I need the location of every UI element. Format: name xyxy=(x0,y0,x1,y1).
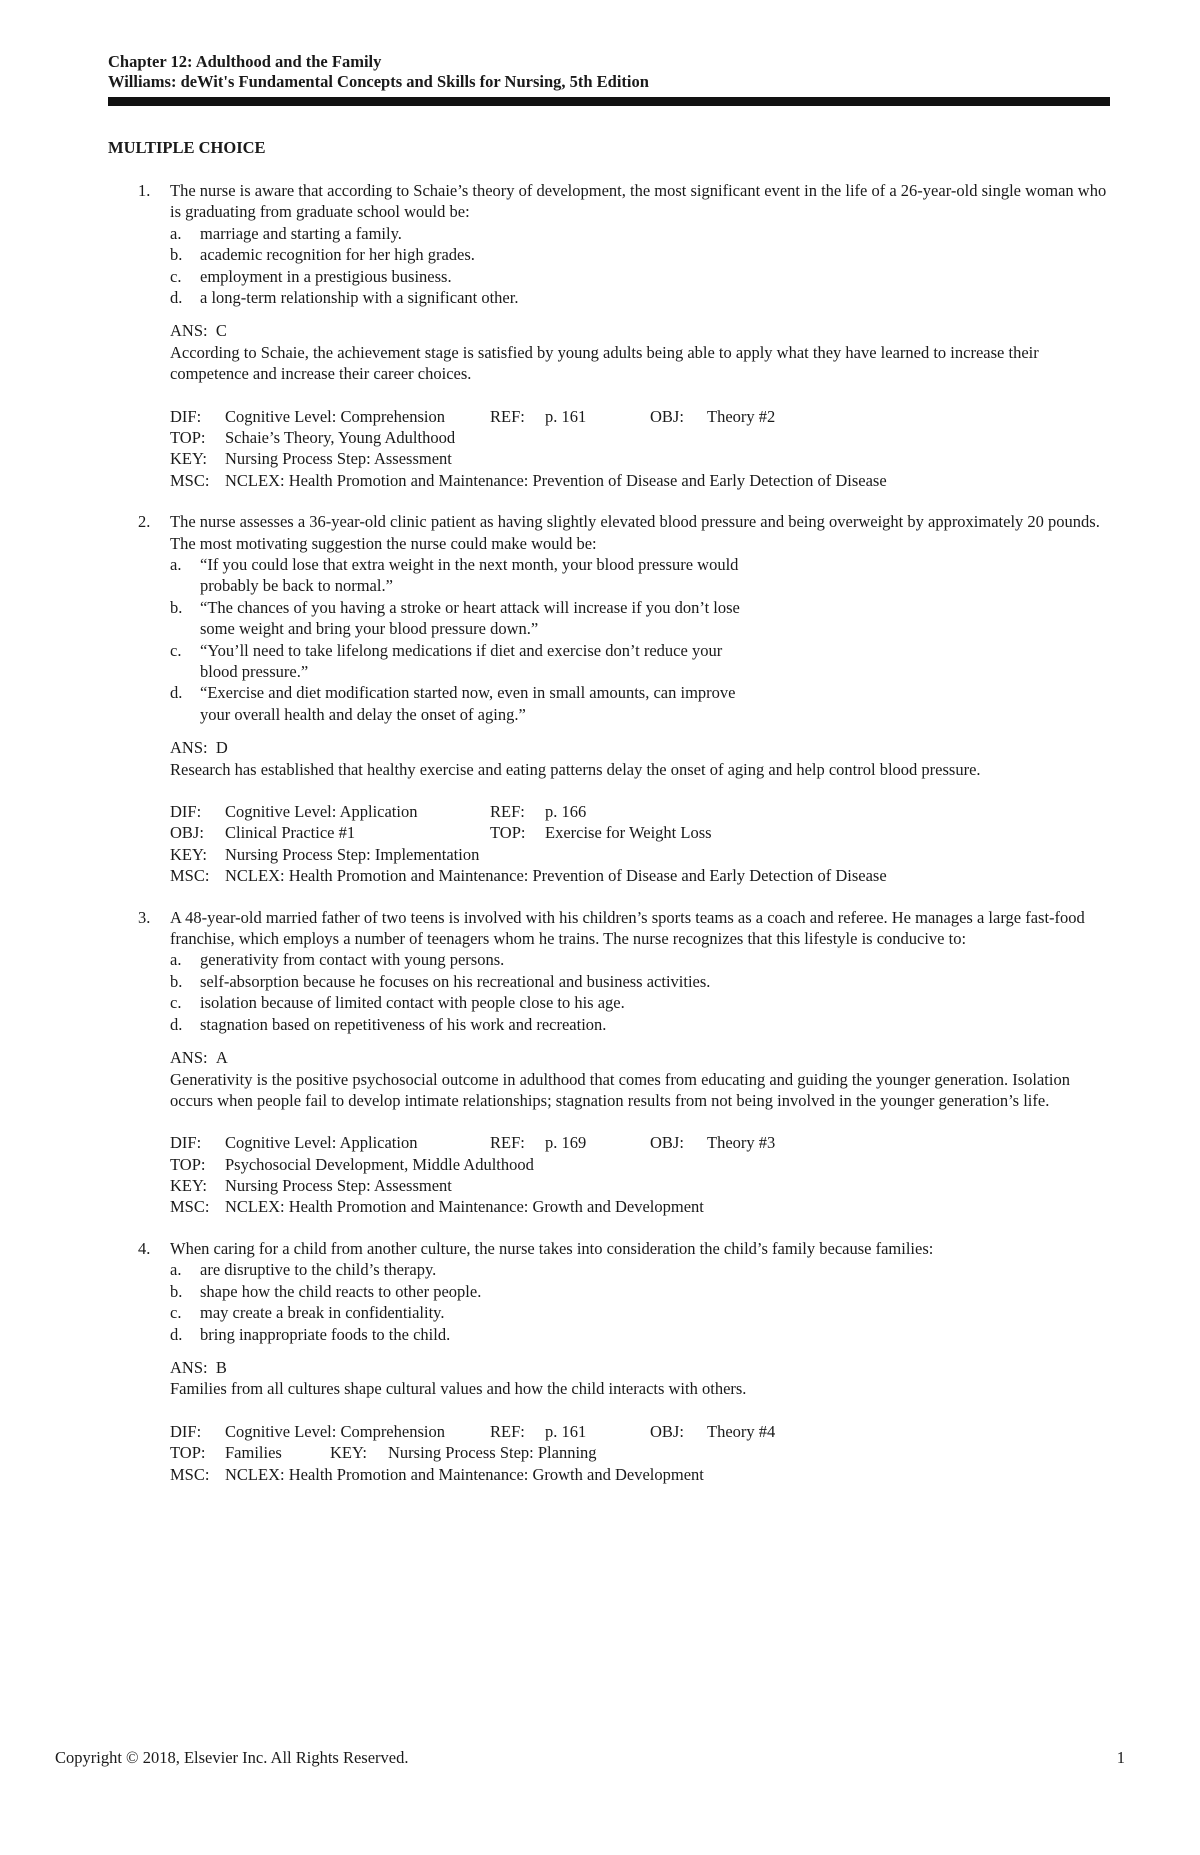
option-letter: d. xyxy=(170,1014,183,1034)
option-letter: d. xyxy=(170,1324,183,1344)
option-c xyxy=(170,266,1113,287)
dif-value: Cognitive Level: Comprehension xyxy=(225,1421,445,1441)
ref-value: p. 169 xyxy=(545,1133,587,1153)
option-text: are disruptive to the child’s therapy. xyxy=(200,1260,437,1280)
option-text-line-1: “The chances of you having a stroke or heart attack will increase if you don’t lose xyxy=(200,597,740,617)
option-d xyxy=(170,1324,1113,1345)
dif-value: Cognitive Level: Comprehension xyxy=(225,406,445,426)
msc-value: NCLEX: Health Promotion and Maintenance: Prevention of Disease and Early Detection of Disease xyxy=(225,470,887,490)
key-value: Nursing Process Step: Implementation xyxy=(225,844,480,864)
option-text-line-2: your overall health and delay the onset of aging.” xyxy=(200,704,526,724)
rationale: Research has established that healthy exercise and eating patterns delay the onset of aging and help control blood pressure. xyxy=(170,759,981,779)
option-letter: d. xyxy=(170,288,183,308)
answer-block xyxy=(170,1047,1113,1111)
option-text-line-1: “If you could lose that extra weight in the next month, your blood pressure would xyxy=(200,555,739,575)
header-divider xyxy=(108,97,1110,106)
ref-label: REF: xyxy=(490,802,525,822)
dif-label: DIF: xyxy=(170,802,202,822)
question-number: 2. xyxy=(138,512,151,532)
copyright-notice: Copyright © 2018, Elsevier Inc. All Rights Reserved. xyxy=(55,1748,409,1767)
answer-options xyxy=(170,949,1113,1035)
option-a xyxy=(170,554,1113,597)
top-value: Schaie’s Theory, Young Adulthood xyxy=(225,428,456,448)
obj-value: Theory #2 xyxy=(707,406,776,426)
option-letter: b. xyxy=(170,1281,183,1301)
option-text-line-2: probably be back to normal.” xyxy=(200,576,393,596)
option-letter: c. xyxy=(170,266,182,286)
top-label: TOP: xyxy=(170,428,206,448)
option-text-line-1: “Exercise and diet modification started now, even in small amounts, can improve xyxy=(200,683,736,703)
option-b xyxy=(170,971,1113,992)
question-metadata xyxy=(170,1132,1113,1218)
msc-value: NCLEX: Health Promotion and Maintenance: Growth and Development xyxy=(225,1197,704,1217)
top-value: Families xyxy=(225,1443,282,1463)
option-text: generativity from contact with young persons. xyxy=(200,950,505,970)
option-text: employment in a prestigious business. xyxy=(200,266,452,286)
answer-label: ANS: xyxy=(170,321,208,341)
obj-label: OBJ: xyxy=(650,1133,684,1153)
option-letter: b. xyxy=(170,597,183,617)
rationale: Generativity is the positive psychosocial outcome in adulthood that comes from educating and guiding the younger generation. Isolation occurs when people fail to develop intimate relationships; stagnation results from not being involved in the younger generation’s life. xyxy=(170,1069,1070,1110)
option-letter: a. xyxy=(170,555,182,575)
obj-value: Theory #3 xyxy=(707,1133,776,1153)
rationale: According to Schaie, the achievement stage is satisfied by young adults being able to apply what they have learned to increase their competence and increase their career choices. xyxy=(170,342,1039,384)
section-title: MULTIPLE CHOICE xyxy=(108,138,266,157)
option-letter: c. xyxy=(170,993,182,1013)
question-stem: When caring for a child from another culture, the nurse takes into consideration the child’s family because families: xyxy=(170,1238,934,1258)
key-value: Nursing Process Step: Assessment xyxy=(225,1176,452,1196)
dif-label: DIF: xyxy=(170,1133,202,1153)
answer-options xyxy=(170,1259,1113,1345)
answer-label: ANS: xyxy=(170,1048,208,1068)
key-label: KEY: xyxy=(330,1443,367,1463)
answer-value: A xyxy=(215,1048,228,1068)
option-text: bring inappropriate foods to the child. xyxy=(200,1324,451,1344)
ref-value: p. 161 xyxy=(545,1421,587,1441)
question-metadata xyxy=(170,1421,1113,1485)
question-stem: The nurse assesses a 36-year-old clinic patient as having slightly elevated blood pressure and being overweight by approximately 20 pounds. The most motivating suggestion the nurse could make would be: xyxy=(170,512,1100,553)
option-letter: b. xyxy=(170,245,183,265)
option-d xyxy=(170,287,1113,308)
question-stem: The nurse is aware that according to Schaie’s theory of development, the most significant event in the life of a 26-year-old single woman who is graduating from graduate school would be: xyxy=(170,181,1107,222)
answer-line xyxy=(170,1357,1113,1378)
option-text: academic recognition for her high grades. xyxy=(200,245,475,265)
answer-line xyxy=(170,737,1113,758)
question-2 xyxy=(108,511,1113,886)
option-text: may create a break in confidentiality. xyxy=(200,1303,445,1323)
question-4 xyxy=(108,1238,1113,1485)
obj-label: OBJ: xyxy=(170,823,204,843)
option-b xyxy=(170,597,1113,640)
ref-value: p. 166 xyxy=(545,802,587,822)
dif-label: DIF: xyxy=(170,1421,202,1441)
answer-block xyxy=(170,737,1113,780)
ref-value: p. 161 xyxy=(545,406,587,426)
top-value: Psychosocial Development, Middle Adulthood xyxy=(225,1154,534,1174)
option-d xyxy=(170,1014,1113,1035)
option-text-line-1: “You’ll need to take lifelong medications if diet and exercise don’t reduce your xyxy=(200,640,723,660)
option-text: shape how the child reacts to other people. xyxy=(200,1281,482,1301)
question-number: 4. xyxy=(138,1238,151,1258)
option-a xyxy=(170,949,1113,970)
option-letter: a. xyxy=(170,223,182,243)
option-a xyxy=(170,1259,1113,1280)
chapter-title: Chapter 12: Adulthood and the Family xyxy=(108,52,382,71)
msc-label: MSC: xyxy=(170,1464,210,1484)
key-value: Nursing Process Step: Planning xyxy=(388,1443,597,1463)
dif-value: Cognitive Level: Application xyxy=(225,802,418,822)
answer-options xyxy=(170,554,1113,725)
key-label: KEY: xyxy=(170,1176,207,1196)
question-number: 1. xyxy=(138,181,151,200)
obj-value: Clinical Practice #1 xyxy=(225,823,356,843)
answer-block xyxy=(170,1357,1113,1400)
book-title: Williams: deWit's Fundamental Concepts and Skills for Nursing, 5th Edition xyxy=(108,72,649,91)
ref-label: REF: xyxy=(490,406,525,426)
answer-value: B xyxy=(215,1357,227,1377)
top-label: TOP: xyxy=(490,823,526,843)
option-a xyxy=(170,223,1113,244)
key-label: KEY: xyxy=(170,844,207,864)
option-letter: b. xyxy=(170,971,183,991)
msc-value: NCLEX: Health Promotion and Maintenance: Growth and Development xyxy=(225,1464,704,1484)
option-letter: a. xyxy=(170,950,182,970)
question-number: 3. xyxy=(138,907,151,927)
option-text: a long-term relationship with a significant other. xyxy=(200,288,519,308)
option-text: marriage and starting a family. xyxy=(200,223,402,243)
option-text: stagnation based on repetitiveness of his work and recreation. xyxy=(200,1014,607,1034)
obj-label: OBJ: xyxy=(650,1421,684,1441)
page-header xyxy=(108,52,1108,92)
answer-value: D xyxy=(215,738,228,758)
option-c xyxy=(170,1302,1113,1323)
option-b xyxy=(170,1281,1113,1302)
option-letter: c. xyxy=(170,1303,182,1323)
question-list xyxy=(108,180,1113,1505)
answer-block xyxy=(170,320,1113,384)
page-number: 1 xyxy=(1116,1748,1125,1767)
msc-value: NCLEX: Health Promotion and Maintenance: Prevention of Disease and Early Detection of Disease xyxy=(225,866,887,886)
dif-value: Cognitive Level: Application xyxy=(225,1133,418,1153)
dif-label: DIF: xyxy=(170,406,202,426)
option-d xyxy=(170,682,1113,725)
option-c xyxy=(170,640,1113,683)
ref-label: REF: xyxy=(490,1421,525,1441)
msc-label: MSC: xyxy=(170,1197,210,1217)
key-label: KEY: xyxy=(170,449,207,469)
option-text: self-absorption because he focuses on his recreational and business activities. xyxy=(200,971,711,991)
key-value: Nursing Process Step: Assessment xyxy=(225,449,452,469)
answer-options xyxy=(170,223,1113,309)
rationale: Families from all cultures shape cultural values and how the child interacts with others. xyxy=(170,1379,747,1399)
question-1 xyxy=(108,180,1113,491)
option-letter: c. xyxy=(170,640,182,660)
top-label: TOP: xyxy=(170,1443,206,1463)
answer-line xyxy=(170,320,1113,341)
msc-label: MSC: xyxy=(170,470,210,490)
top-value: Exercise for Weight Loss xyxy=(545,823,712,843)
answer-line xyxy=(170,1047,1113,1068)
ref-label: REF: xyxy=(490,1133,525,1153)
answer-label: ANS: xyxy=(170,1357,208,1377)
top-label: TOP: xyxy=(170,1154,206,1174)
option-text: isolation because of limited contact with people close to his age. xyxy=(200,993,625,1013)
question-metadata xyxy=(170,801,1113,887)
answer-label: ANS: xyxy=(170,738,208,758)
obj-value: Theory #4 xyxy=(707,1421,776,1441)
question-3 xyxy=(108,907,1113,1218)
option-c xyxy=(170,992,1113,1013)
question-metadata xyxy=(170,406,1113,492)
answer-value: C xyxy=(215,321,227,341)
obj-label: OBJ: xyxy=(650,406,684,426)
option-letter: d. xyxy=(170,683,183,703)
question-stem: A 48-year-old married father of two teens is involved with his children’s sports teams as a coach and referee. He manages a large fast-food franchise, which employs a number of teenagers whom he trains. The nurse recognizes that this lifestyle is conducive to: xyxy=(170,907,1085,949)
option-letter: a. xyxy=(170,1260,182,1280)
option-text-line-2: blood pressure.” xyxy=(200,662,309,682)
option-b xyxy=(170,244,1113,265)
option-text-line-2: some weight and bring your blood pressure down.” xyxy=(200,619,539,639)
msc-label: MSC: xyxy=(170,866,210,886)
